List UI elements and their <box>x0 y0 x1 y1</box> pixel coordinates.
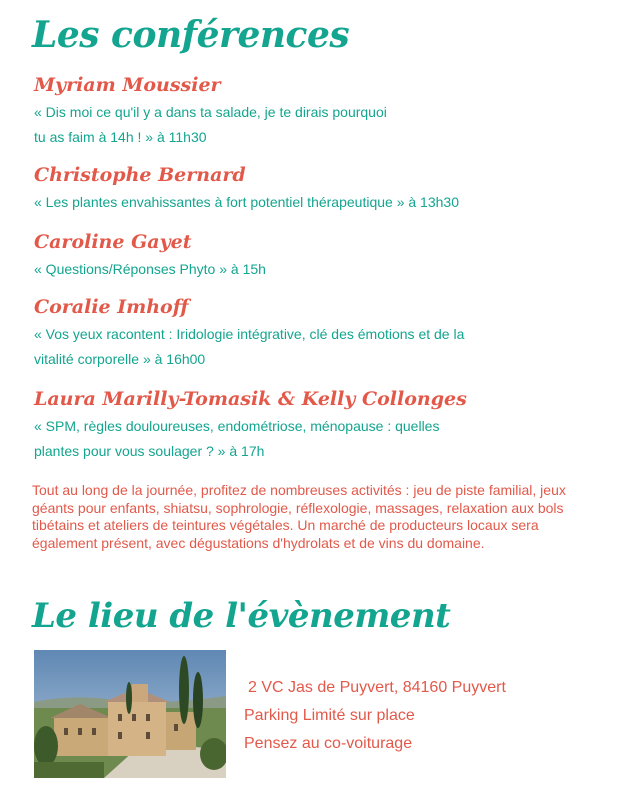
conferences-heading: Les conférences <box>32 14 350 56</box>
speaker-name: Laura Marilly-Tomasik & Kelly Collonges <box>34 388 467 410</box>
venue-address: 2 VC Jas de Puyvert, 84160 Puyvert <box>248 679 506 696</box>
talk-description: « Les plantes envahissantes à fort potentiel thérapeutique » à 13h30 <box>34 194 459 210</box>
venue-info <box>244 674 506 758</box>
talk-description-cont: tu as faim à 14h ! » à 11h30 <box>34 129 207 145</box>
speaker-name: Coralie Imhoff <box>34 296 189 318</box>
talk-description-cont: vitalité corporelle » à 16h00 <box>34 351 206 367</box>
talk-description: « SPM, règles douloureuses, endométriose, ménopause : quelles <box>34 418 440 434</box>
talk-description: « Questions/Réponses Phyto » à 15h <box>34 261 266 277</box>
speaker-name: Christophe Bernard <box>34 164 246 186</box>
talk-description-cont: plantes pour vous soulager ? » à 17h <box>34 443 265 459</box>
venue-photo <box>34 650 226 778</box>
talk-item <box>34 294 594 372</box>
talk-item <box>34 229 594 282</box>
talk-description: « Vos yeux racontent : Iridologie intégrative, clé des émotions et de la <box>34 326 465 342</box>
speaker-name: Caroline Gayet <box>34 231 192 253</box>
talk-item <box>34 386 594 464</box>
talk-item <box>34 162 594 215</box>
venue-parking: Parking Limité sur place <box>244 707 415 724</box>
speaker-name: Myriam Moussier <box>34 74 221 96</box>
venue-carpool: Pensez au co-voiturage <box>244 735 413 752</box>
activities-paragraph: Tout au long de la journée, profitez de nombreuses activités : jeu de piste familial, jeux géants pour enfants, shiatsu, sophrologie, réflexologie, massages, relaxation aux bols tibétains et ateliers de teintures végétales. Un marché de producteurs locaux sera également présent, avec dégustations d'hydrolats et de vins du domaine. <box>32 482 566 551</box>
venue-heading: Le lieu de l'évènement <box>32 596 451 636</box>
talk-description: « Dis moi ce qu'il y a dans ta salade, je te dirais pourquoi <box>34 104 387 120</box>
talk-item <box>34 72 594 150</box>
